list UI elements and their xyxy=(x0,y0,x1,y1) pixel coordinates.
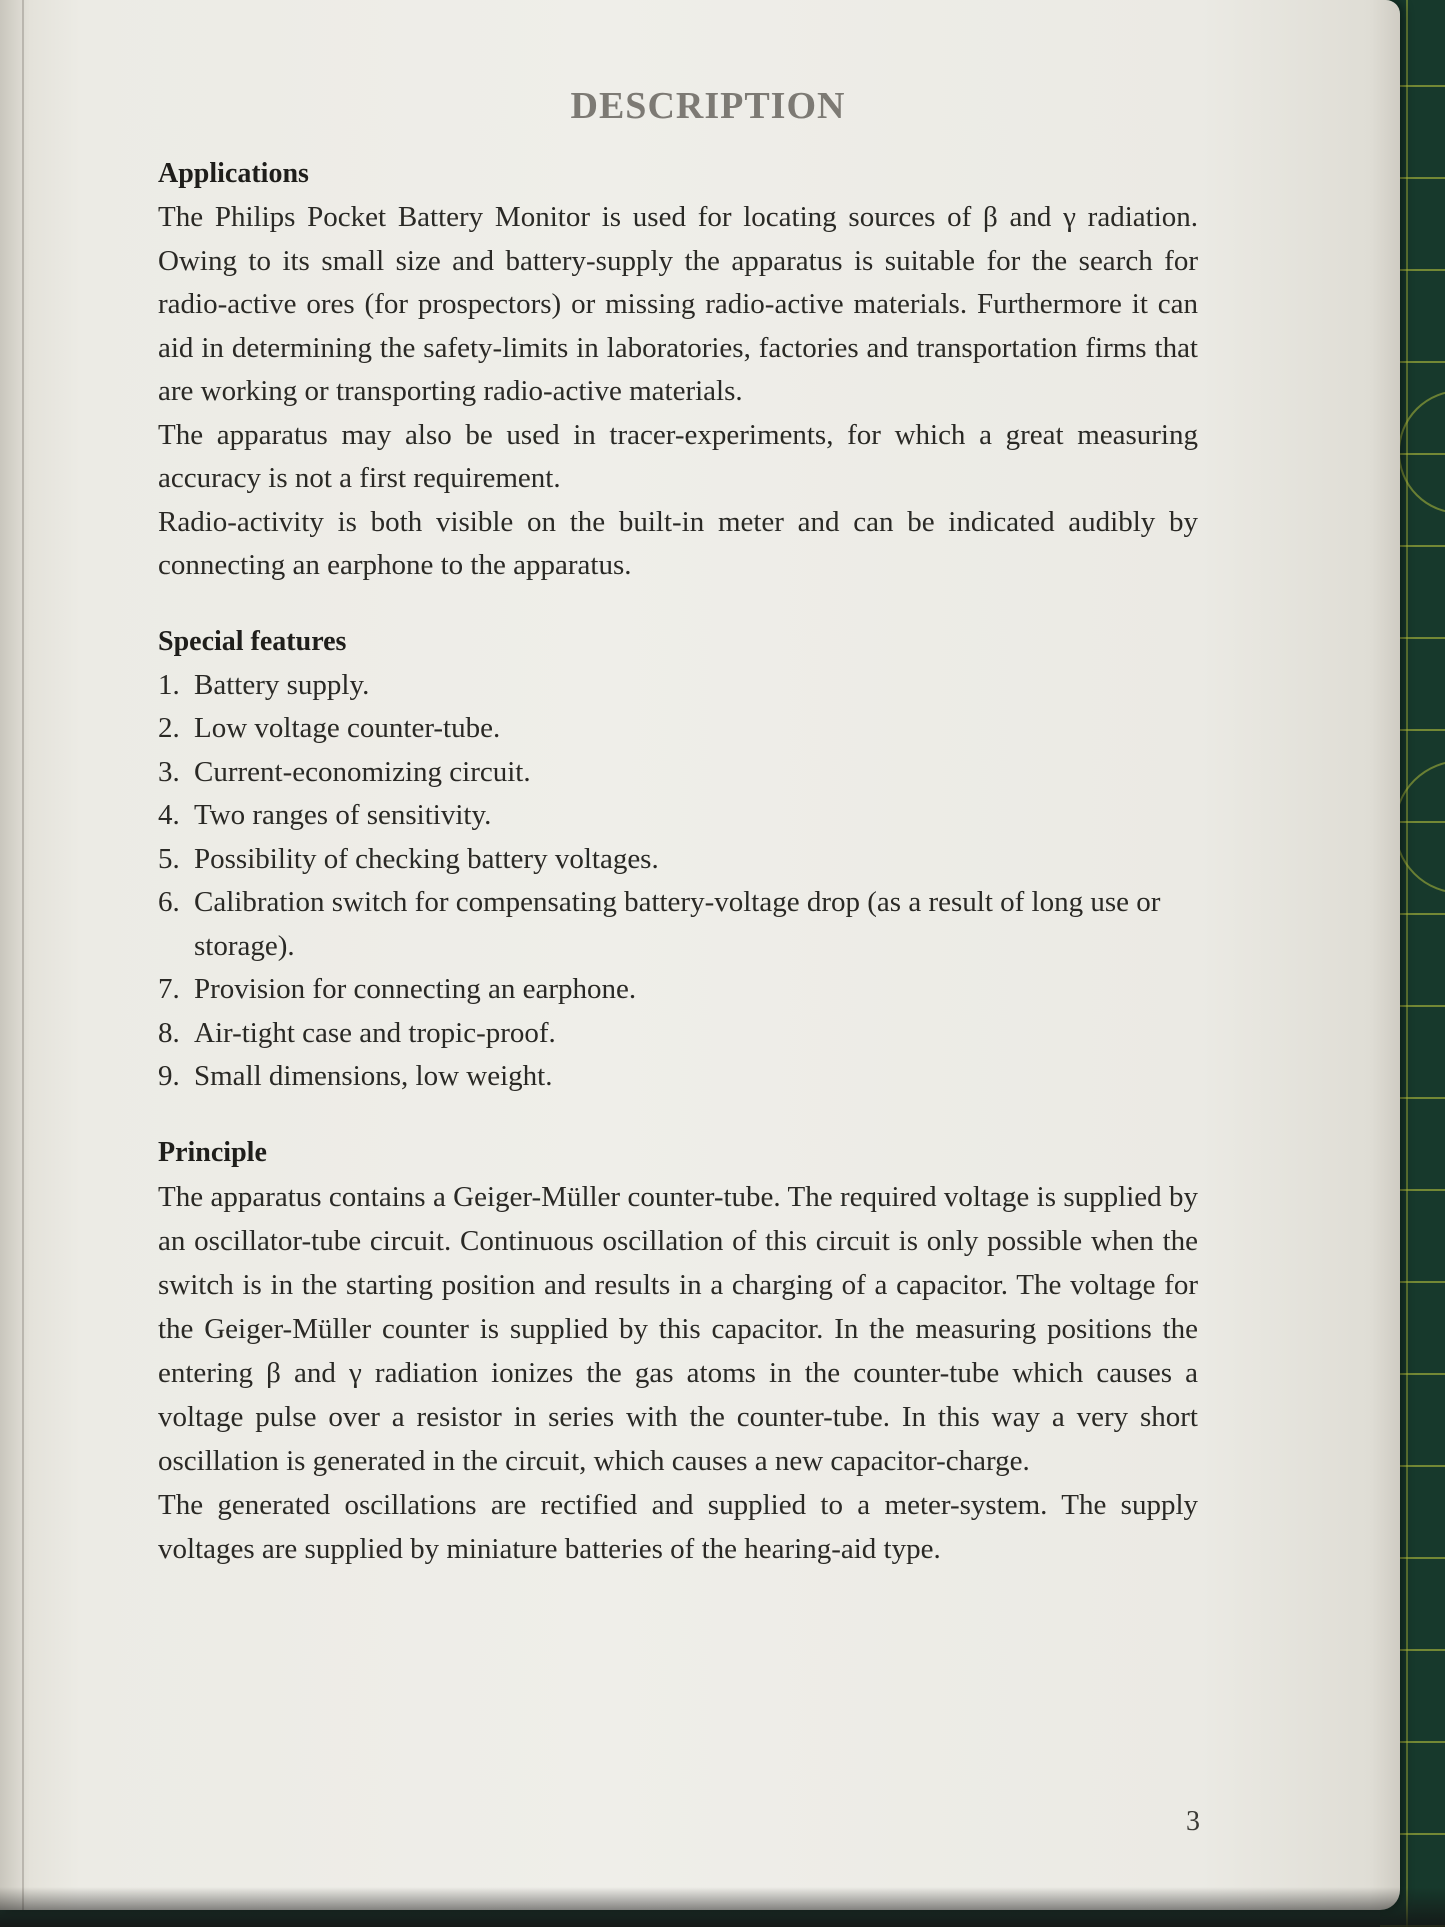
list-item-text: Calibration switch for compensating battery-voltage drop (as a result of long use or storage). xyxy=(194,886,1161,962)
list-item-number: 3. xyxy=(158,755,180,788)
list-item-text: Two ranges of sensitivity. xyxy=(194,799,492,831)
bottom-shadow xyxy=(0,1887,1445,1927)
list-item xyxy=(158,968,1198,1012)
list-item-number: 5. xyxy=(158,842,180,875)
list-item-text: Small dimensions, low weight. xyxy=(194,1060,553,1092)
list-item-text: Possibility of checking battery voltages. xyxy=(194,842,659,875)
principle-heading: Principle xyxy=(158,1136,267,1168)
page-title: DESCRIPTION xyxy=(570,85,846,127)
list-item xyxy=(158,664,1198,708)
list-item-number: 2. xyxy=(158,712,180,744)
applications-paragraph: Radio-activity is both visible on the built-in meter and can be indicated audibly by connecting an earphone to the apparatus. xyxy=(158,505,1198,581)
features-list xyxy=(158,664,1198,1099)
list-item-number: 6. xyxy=(158,886,180,918)
special-features-section xyxy=(158,626,1198,1099)
mat-arc-marking xyxy=(1398,390,1445,514)
list-item-number: 9. xyxy=(158,1060,180,1092)
list-item xyxy=(158,1055,1198,1099)
list-item-text: Low voltage counter-tube. xyxy=(194,712,501,744)
page-content xyxy=(158,70,1198,1609)
mat-arc-marking xyxy=(1394,760,1445,894)
applications-paragraph: The Philips Pocket Battery Monitor is used for locating sources of β and γ radiation. Owing to its small size and battery-supply the apparatus is suitable for the search for radio-active ores (for prospectors) or missing radio-active materials. Furthermore it can aid in determining the safety-limits in laboratories, factories and transportation firms that are working or transporting radio-active materials. xyxy=(158,201,1198,407)
page-number: 3 xyxy=(1186,1806,1200,1837)
list-item-text: Current-economizing circuit. xyxy=(194,755,531,788)
list-item xyxy=(158,881,1198,968)
list-item-text: Battery supply. xyxy=(194,668,370,701)
list-item xyxy=(158,751,1198,795)
page-gutter xyxy=(22,0,24,1910)
special-features-heading: Special features xyxy=(158,625,347,657)
list-item-number: 8. xyxy=(158,1016,180,1049)
list-item-number: 7. xyxy=(158,973,180,1005)
list-item xyxy=(158,707,1198,751)
principle-paragraph: The apparatus contains a Geiger-Müller counter-tube. The required voltage is supplied by an oscillator-tube circuit. Continuous oscillation of this circuit is only possible when the switch is in the starting position and results in a charging of a capacitor. The voltage for the Geiger-Müller counter is supplied by this capacitor. In the measuring positions the entering β and γ radiation ionizes the gas atoms in the counter-tube which causes a voltage pulse over a resistor in series with the counter-tube. In this way a very short oscillation is generated in the circuit, which causes a new capacitor-charge. xyxy=(158,1180,1198,1477)
list-item-number: 1. xyxy=(158,668,180,701)
applications-paragraph: The apparatus may also be used in tracer-experiments, for which a great measuring accuracy is not a first requirement. xyxy=(158,418,1198,494)
list-item-number: 4. xyxy=(158,799,180,831)
principle-paragraph: The generated oscillations are rectified and supplied to a meter-system. The supply voltages are supplied by miniature batteries of the hearing-aid type. xyxy=(158,1488,1198,1565)
list-item xyxy=(158,794,1198,838)
applications-heading: Applications xyxy=(158,158,309,189)
list-item-text: Provision for connecting an earphone. xyxy=(194,973,637,1005)
list-item xyxy=(158,1012,1198,1056)
list-item-text: Air-tight case and tropic-proof. xyxy=(194,1016,556,1049)
list-item xyxy=(158,838,1198,882)
applications-section xyxy=(158,158,1198,588)
principle-section xyxy=(158,1137,1198,1571)
